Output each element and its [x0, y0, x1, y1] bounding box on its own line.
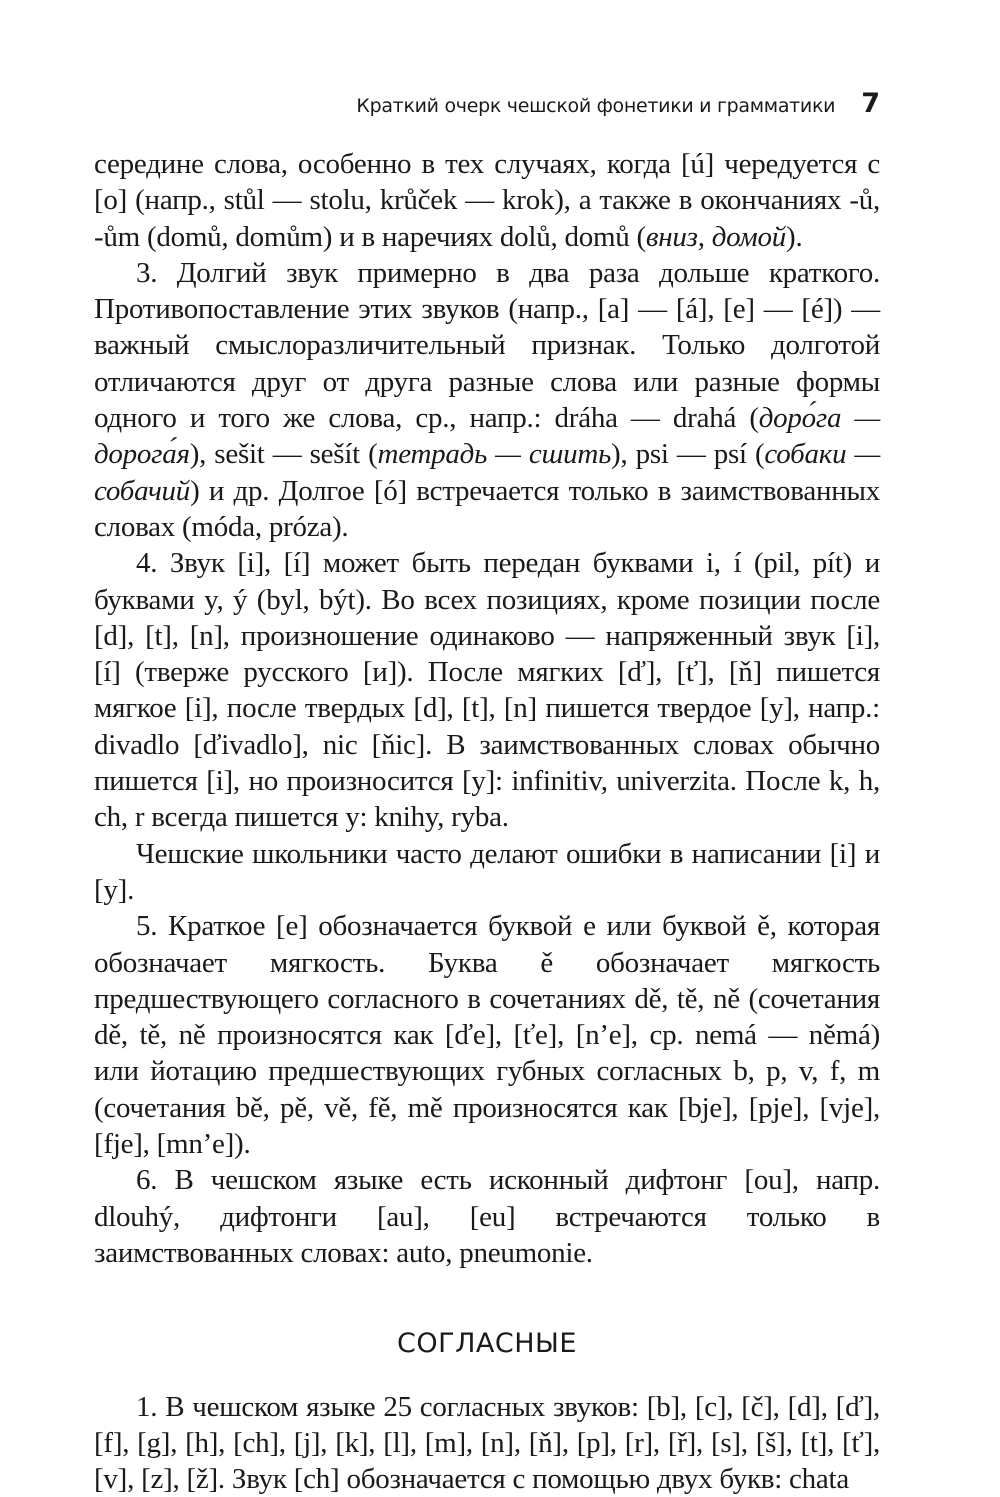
text-span: 3. Долгий звук примерно в два раза дольше краткого. Противопоставление этих звуков (напр., [a] — [á], [e] — [é]) — важный смыслоразличительный признак. Только долготой отличаются друг от друга разные слова или разные формы одного и того же слова, ср., напр.: dráha — drahá (	[94, 257, 880, 434]
italic-gloss: тетрадь — сшить	[378, 438, 612, 470]
running-header-title: Краткий очерк чешской фонетики и грамматики	[356, 95, 835, 117]
paragraph-consonants	[94, 1389, 880, 1497]
page-number: 7	[861, 88, 880, 119]
text-span: ), psi — psí (	[611, 438, 764, 470]
running-header	[94, 88, 880, 128]
italic-gloss: вниз, домой	[646, 221, 786, 253]
italic-gloss: доро́га — дорога́я	[94, 402, 880, 470]
paragraph-vowel-length	[94, 255, 880, 545]
paragraph-continuation	[94, 146, 880, 255]
text-span: 5. Краткое [e] обозначается буквой e или буквой ě, которая обозначает мягкость. Буква ě обозначает мягкость предшествующего согласного в сочетаниях dě, tě, ně (сочетания dě, tě, ně произносятся как [ďe], [ťe], [n’e], ср. nemá — němá) или йотацию предшествующих губных согласных b, p, v, f, m (сочетания bě, pě, vě, fě, mě произносятся как [bje], [pje], [vje], [fje], [mn’e]).	[94, 910, 880, 1160]
text-span: 1. В чешском языке 25 согласных звуков: [b], [c], [č], [d], [ď], [f], [g], [h], [ch], [j], [k], [l], [m], [n], [ň], [p], [r], [ř], [s], [š], [t], [ť], [v], [z], [ž]. Звук [ch] обозначается с помощью двух букв: chata	[94, 1391, 880, 1496]
italic-gloss: собаки — собачий	[94, 438, 880, 506]
text-span: середине слова, особенно в тех случаях, когда [ú] чередуется с [o] (напр., stůl — stolu, krůček — krok), а также в окончаниях -ů, -ům (domů, domům) и в наречиях dolů, domů (	[94, 148, 880, 253]
paragraph-short-e	[94, 908, 880, 1162]
paragraph-i-y	[94, 545, 880, 835]
text-span: Чешские школьники часто делают ошибки в написании [i] и [y].	[94, 838, 880, 906]
text-span: 6. В чешском языке есть исконный дифтонг [ou], напр. dlouhý, дифтонги [au], [eu] встречаются только в заимствованных словах: auto, pneumonie.	[94, 1164, 880, 1269]
page-body	[94, 146, 880, 1497]
text-span: ).	[786, 221, 802, 253]
paragraph-diphthongs	[94, 1162, 880, 1271]
section-heading: СОГЛАСНЫЕ	[94, 1326, 880, 1362]
paragraph-schoolchildren	[94, 836, 880, 909]
text-span: ), sešit — sešít (	[190, 438, 378, 470]
text-span: 4. Звук [i], [í] может быть передан буквами i, í (pil, pít) и буквами y, ý (byl, být). Во всех позициях, кроме позиции после [d], [t], [n], произношение одинаково — напряженный звук [i], [í] (тверже русского [и]). После мягких [ď], [ť], [ň] пишется мягкое [i], после твердых [d], [t], [n] пишется твердое [y], напр.: divadlo [ďivadlo], nic [ňic]. В заимствованных словах обычно пишется [i], но произносится [y]: infinitiv, univerzita. После k, h, ch, r всегда пишется y: knihy, ryba.	[94, 547, 880, 833]
text-span: ) и др. Долгое [ó] встречается только в заимствованных словах (móda, próza).	[94, 475, 880, 543]
